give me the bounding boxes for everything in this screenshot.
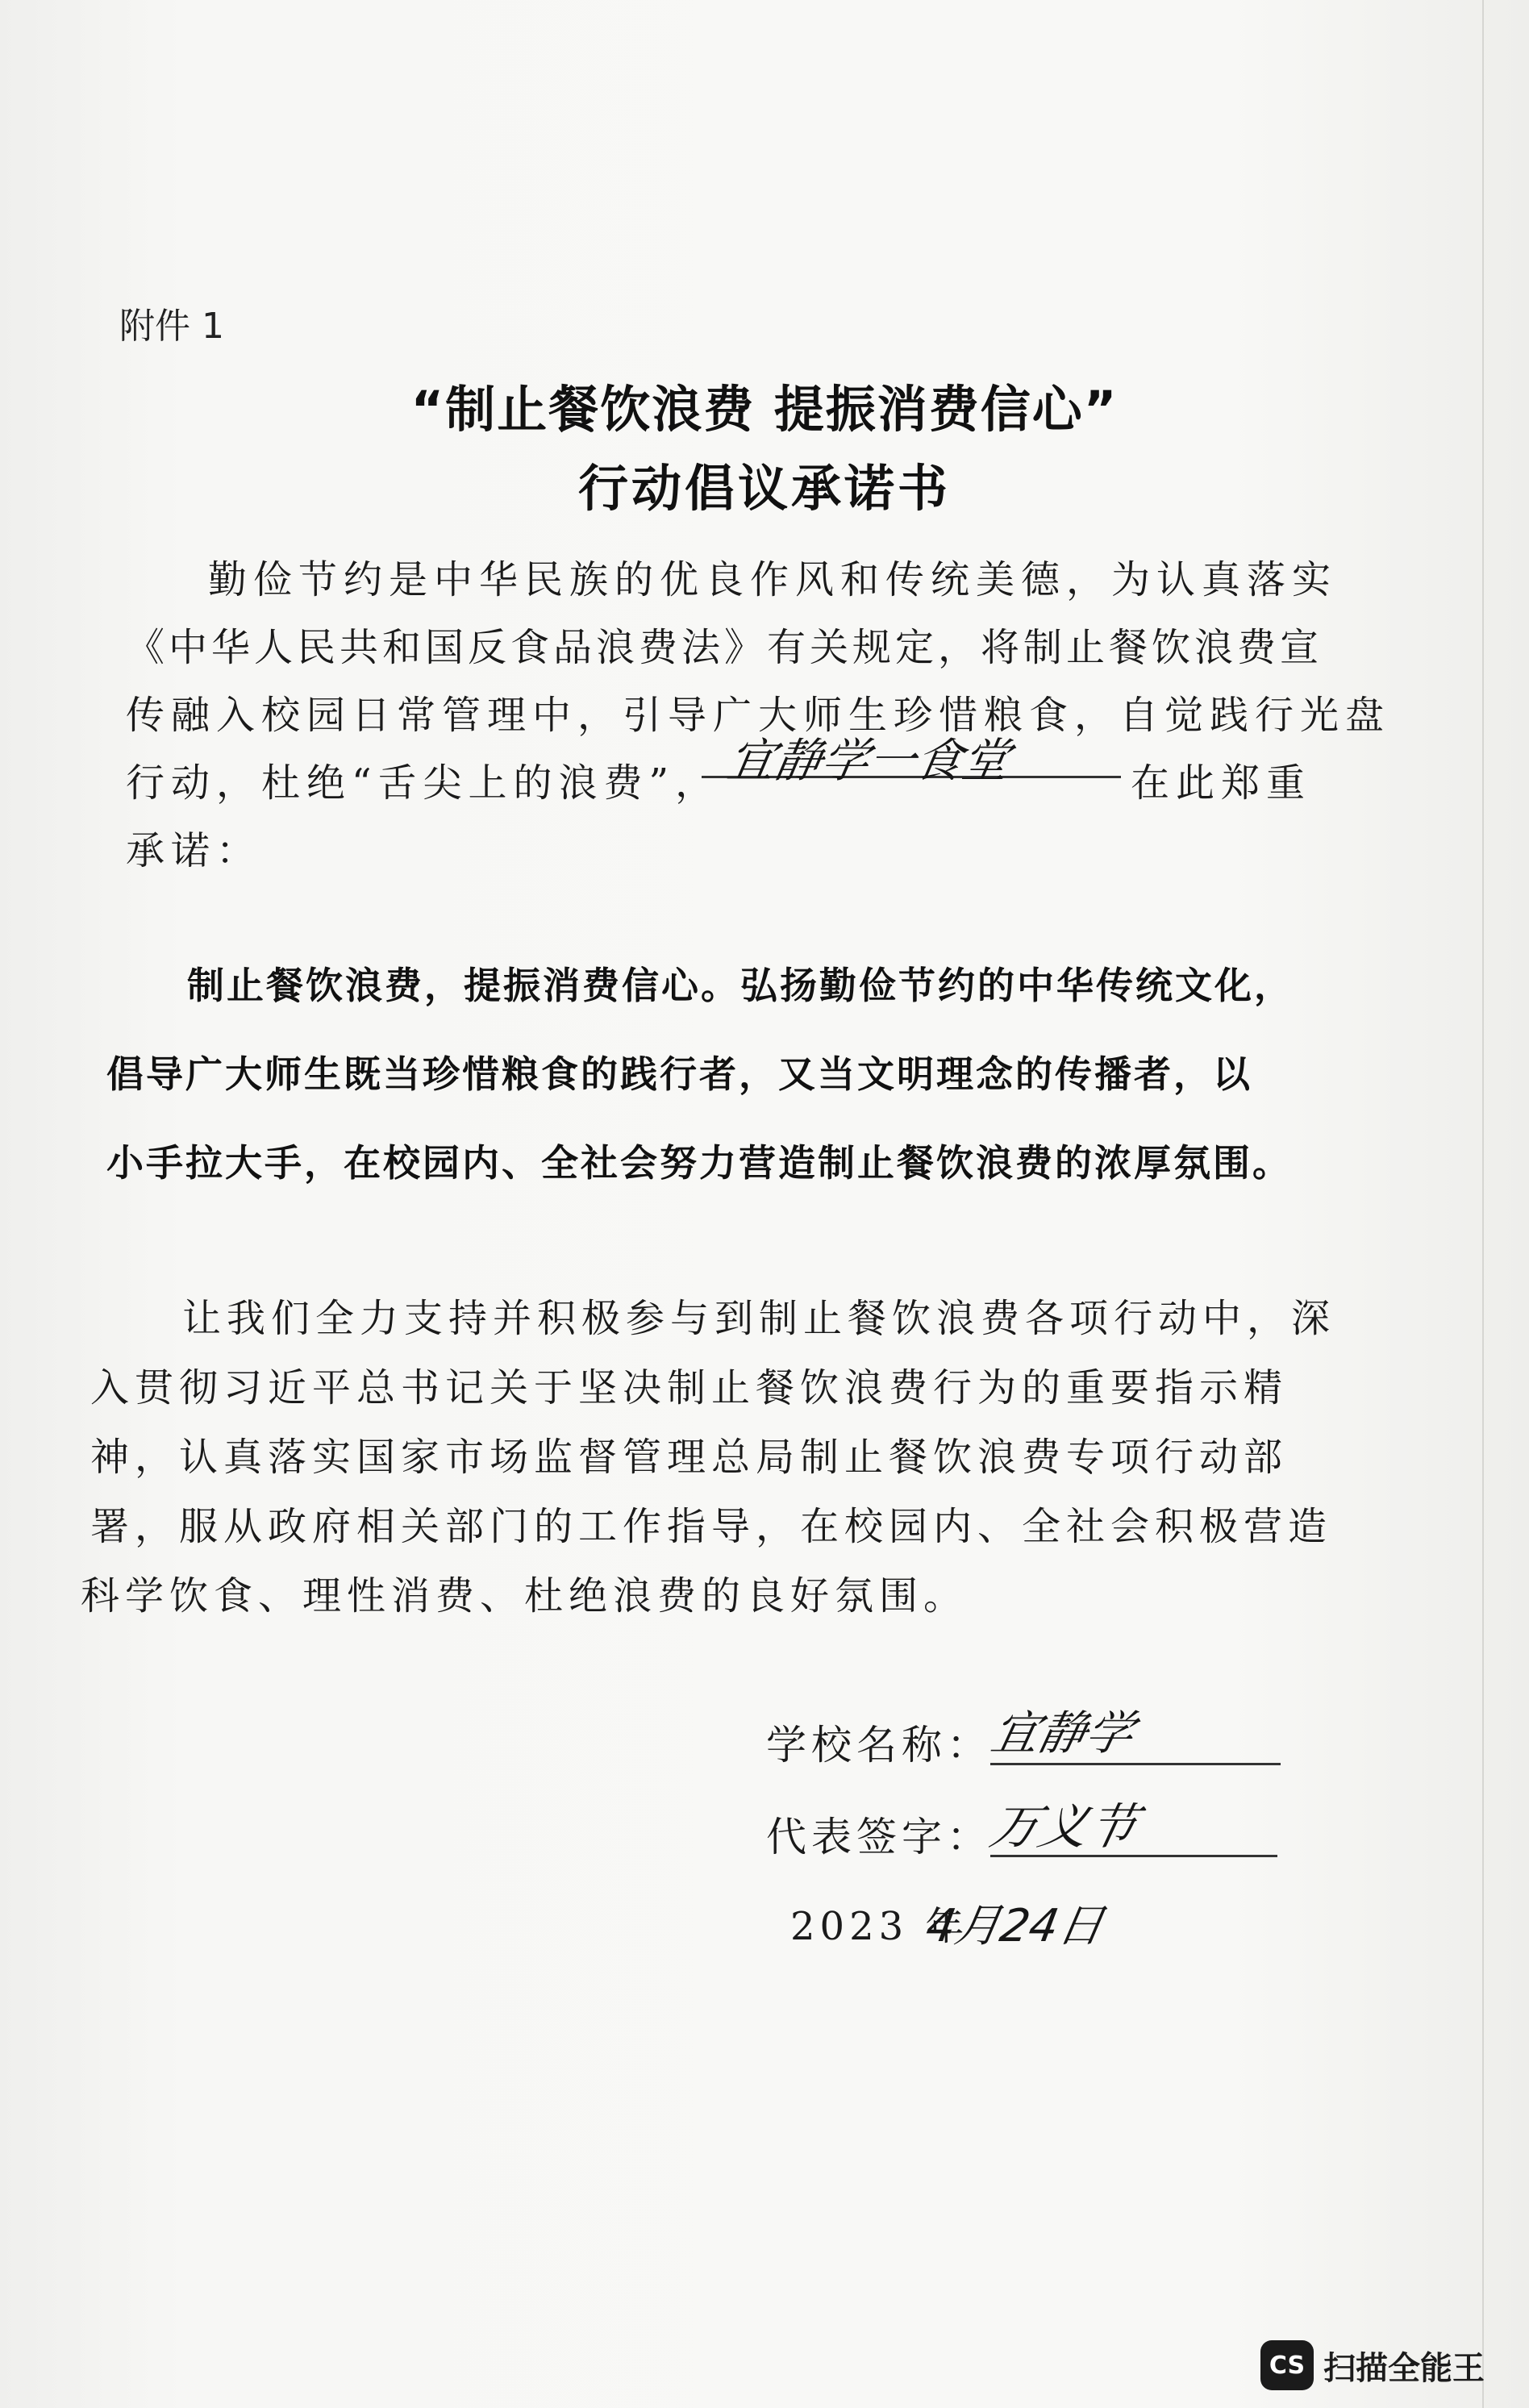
camscanner-logo-icon: CS: [1260, 2340, 1314, 2390]
representative-label: 代表签字：: [766, 1814, 992, 1860]
para1-line2: 《中华人民共和国反食品浪费法》有关规定，将制止餐饮浪费宣: [126, 625, 1323, 670]
handwritten-school-name: 宜静学: [986, 1706, 1139, 1760]
para2-line3: 小手拉大手，在校园内、全社会努力营造制止餐饮浪费的浓厚氛围。: [106, 1141, 1292, 1185]
para3-line3: 神，认真落实国家市场监督管理总局制止餐饮浪费专项行动部: [90, 1435, 1289, 1480]
handwritten-date: 4月24日: [922, 1900, 1108, 1952]
page-edge-shadow: [1482, 0, 1484, 2408]
school-name-label: 学校名称：: [766, 1722, 992, 1769]
school-name-line: [990, 1763, 1281, 1765]
para2-line2: 倡导广大师生既当珍惜粮食的践行者，又当文明理念的传播者，以: [106, 1052, 1252, 1096]
para3-line1: 让我们全力支持并积极参与到制止餐饮浪费各项行动中，深: [182, 1296, 1336, 1341]
para3-line4: 署，服从政府相关部门的工作指导，在校园内、全社会积极营造: [90, 1504, 1333, 1549]
para1-line3: 传融入校园日常管理中，引导广大师生珍惜粮食，自觉践行光盘: [126, 693, 1391, 738]
para1-line4-end: 在此郑重: [1131, 760, 1312, 806]
document-title-line1: “制止餐饮浪费 提振消费信心”: [410, 380, 1119, 439]
handwritten-representative-signature: 万义节: [985, 1799, 1143, 1856]
para1-line1: 勤俭节约是中华民族的优良作风和传统美德，为认真落实: [208, 557, 1338, 602]
document-title-line2: 行动倡议承诺书: [577, 459, 951, 518]
para1-line4-start: 行动，杜绝“舌尖上的浪费”，: [126, 760, 721, 806]
para2-line1: 制止餐饮浪费，提振消费信心。弘扬勤俭节约的中华传统文化，: [187, 964, 1294, 1007]
para1-line5: 承诺：: [126, 828, 262, 873]
watermark-text: 扫描全能王: [1323, 2349, 1485, 2387]
attachment-label: 附件 1: [119, 306, 224, 347]
handwritten-canteen-name: 宜静学一食堂: [723, 733, 1014, 788]
date-year: 2023 年: [790, 1904, 969, 1949]
scanner-watermark: [1260, 2337, 1485, 2393]
para3-line5: 科学饮食、理性消费、杜绝浪费的良好氛围。: [81, 1573, 969, 1619]
para3-line2: 入贯彻习近平总书记关于坚决制止餐饮浪费行为的重要指示精: [90, 1365, 1289, 1410]
